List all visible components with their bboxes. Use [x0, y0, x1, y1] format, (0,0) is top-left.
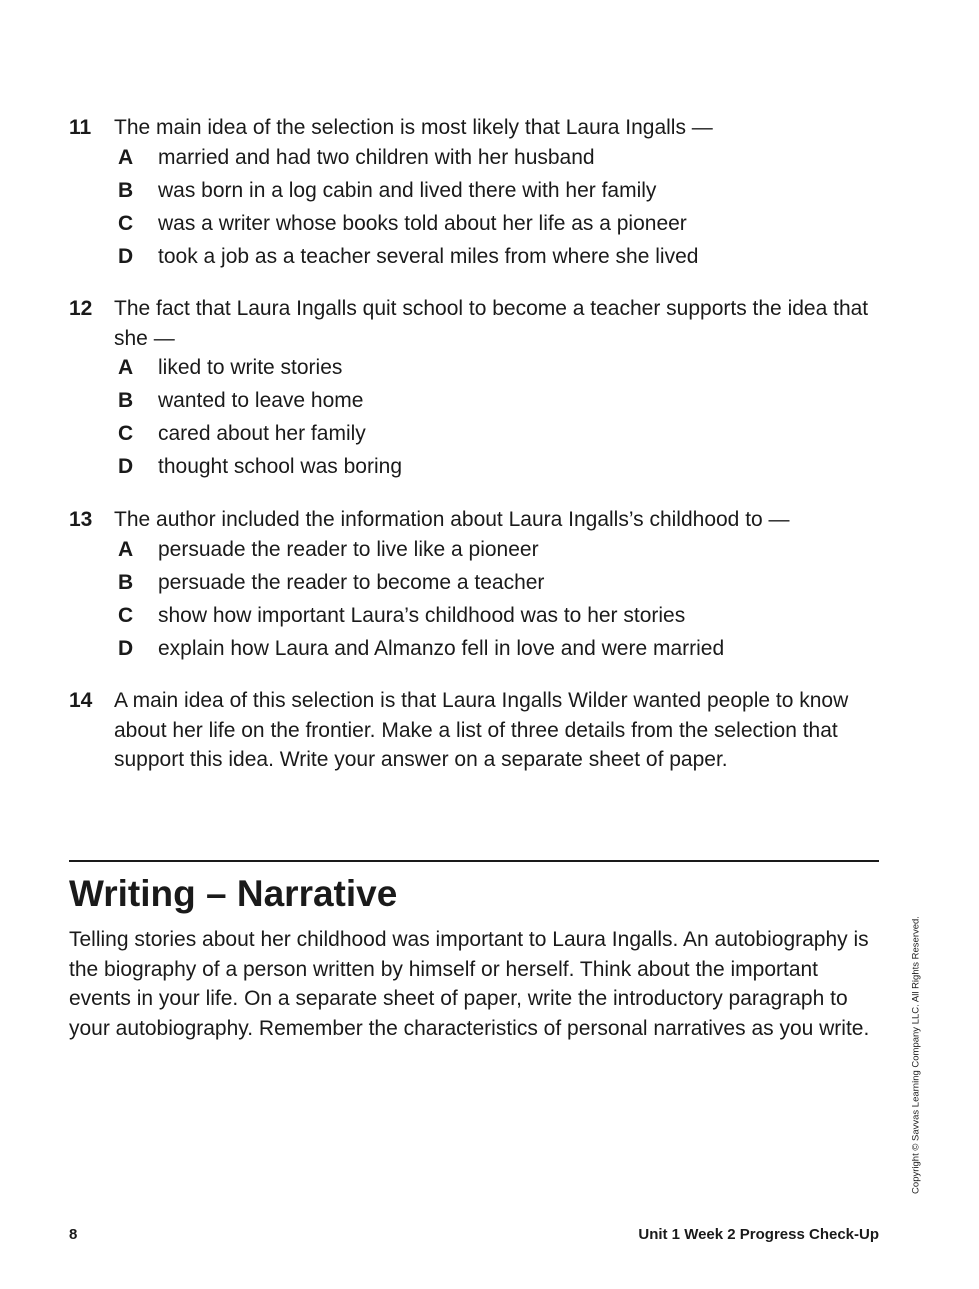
- option-letter: D: [118, 455, 134, 478]
- option-letter: A: [118, 145, 134, 169]
- answer-option-a[interactable]: [69, 535, 869, 568]
- writing-prompt: Telling stories about her childhood was important to Laura Ingalls. An autobiography is the biography of a person written by himself or herself. Think about the important events in your life. On a separate sheet of paper, write the introductory paragraph to your autobiography. Remember the characteristics of personal narratives as you write.: [69, 928, 870, 1040]
- question-12: [69, 294, 869, 485]
- option-text: cared about her family: [158, 422, 366, 445]
- question-stem: The author included the information about Laura Ingalls’s childhood to —: [114, 508, 790, 531]
- question-14: [69, 686, 869, 775]
- option-letter: D: [118, 244, 134, 268]
- option-text: thought school was boring: [158, 455, 402, 478]
- page-number: 8: [69, 1226, 78, 1243]
- question-number: 11: [69, 116, 92, 139]
- section-title: Writing – Narrative: [69, 873, 398, 914]
- option-text: wanted to leave home: [158, 389, 364, 412]
- question-number: 13: [69, 508, 93, 531]
- question-11: [69, 113, 869, 275]
- answer-option-b[interactable]: [69, 568, 869, 601]
- answer-option-b[interactable]: [69, 386, 869, 419]
- option-text: married and had two children with her husband: [158, 145, 595, 169]
- copyright-notice: Copyright © Savvas Learning Company LLC. All Rights Reserved.: [910, 916, 922, 1194]
- answer-option-d[interactable]: [69, 634, 869, 667]
- section-divider: [69, 860, 879, 862]
- answer-option-c[interactable]: [69, 419, 869, 452]
- question-stem: A main idea of this selection is that Laura Ingalls Wilder wanted people to know about her life on the frontier. Make a list of three details from the selection that support this idea. Write your answer on a separate sheet of paper.: [114, 689, 849, 771]
- option-text: liked to write stories: [158, 356, 343, 379]
- option-letter: B: [118, 570, 134, 594]
- option-letter: B: [118, 178, 134, 202]
- answer-option-b[interactable]: [69, 176, 869, 209]
- answer-option-d[interactable]: [69, 242, 869, 275]
- answer-option-d[interactable]: [69, 452, 869, 485]
- option-letter: C: [118, 422, 134, 445]
- option-text: was a writer whose books told about her life as a pioneer: [158, 211, 687, 235]
- question-13: [69, 505, 869, 667]
- option-text: persuade the reader to live like a pioneer: [158, 537, 539, 561]
- option-text: persuade the reader to become a teacher: [158, 570, 545, 594]
- option-text: explain how Laura and Almanzo fell in love and were married: [158, 636, 725, 660]
- option-letter: D: [118, 636, 134, 660]
- footer-title: Unit 1 Week 2 Progress Check-Up: [638, 1226, 879, 1243]
- answer-option-a[interactable]: [69, 143, 869, 176]
- option-letter: A: [118, 537, 134, 561]
- option-letter: A: [118, 356, 134, 379]
- option-text: was born in a log cabin and lived there with her family: [158, 178, 657, 202]
- option-letter: B: [118, 389, 134, 412]
- answer-option-c[interactable]: [69, 209, 869, 242]
- question-stem: The fact that Laura Ingalls quit school to become a teacher supports the idea that she —: [114, 297, 869, 350]
- question-number: 12: [69, 297, 93, 320]
- option-text: took a job as a teacher several miles from where she lived: [158, 244, 699, 268]
- option-letter: C: [118, 211, 134, 235]
- answer-option-a[interactable]: [69, 353, 869, 386]
- option-text: show how important Laura’s childhood was to her stories: [158, 603, 686, 627]
- answer-option-c[interactable]: [69, 601, 869, 634]
- question-stem: The main idea of the selection is most likely that Laura Ingalls —: [114, 116, 713, 139]
- question-number: 14: [69, 689, 93, 712]
- option-letter: C: [118, 603, 134, 627]
